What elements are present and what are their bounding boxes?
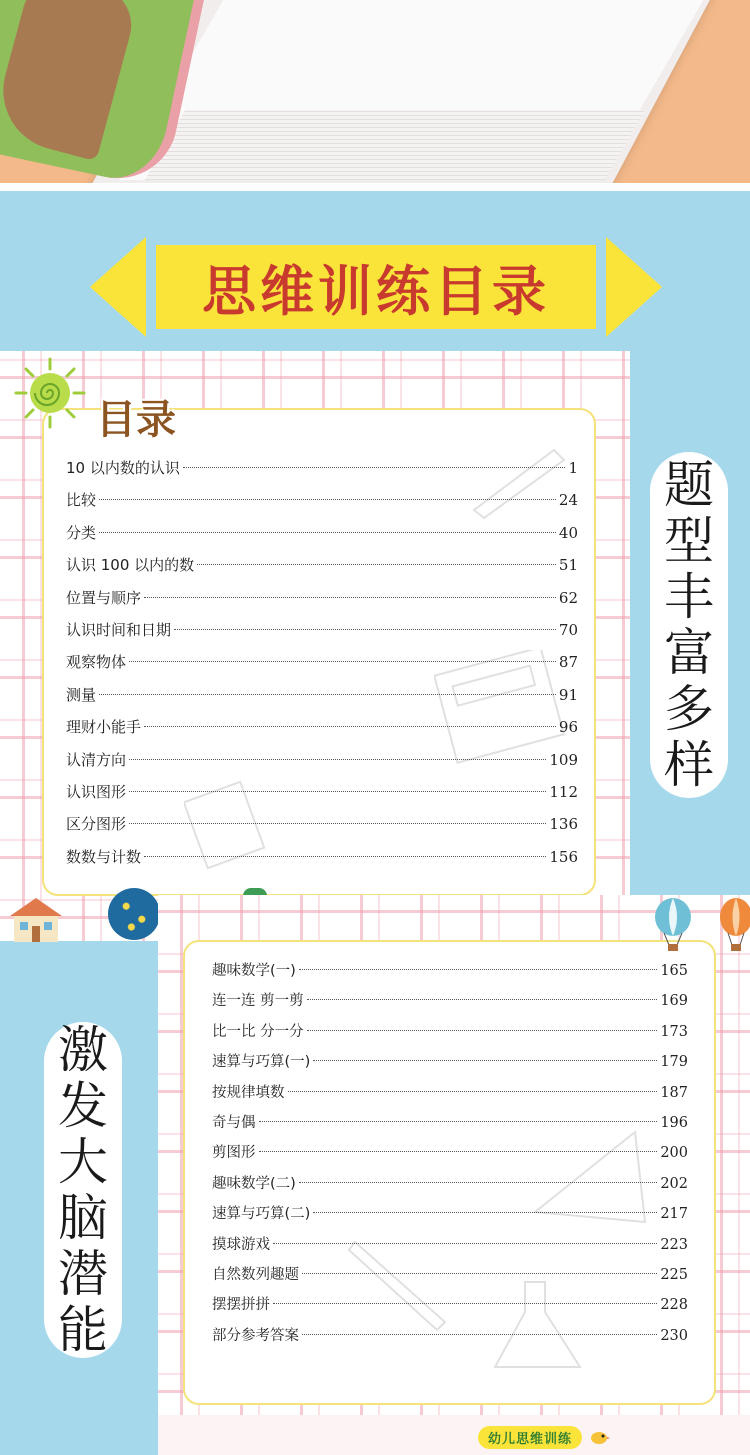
toc-entry-page: 70 <box>558 620 578 639</box>
toc-heading: 目录 <box>96 397 176 443</box>
banner <box>90 237 662 337</box>
toc-entry <box>66 711 578 743</box>
toc-entry-page: 179 <box>660 1054 688 1071</box>
toc-leader-dots <box>183 467 566 468</box>
toc-entry-title: 区分图形 <box>66 815 127 834</box>
toc-entry <box>212 1260 688 1290</box>
slogan-char: 大 <box>58 1133 108 1191</box>
toc-entry <box>212 1230 688 1260</box>
toc-entry-title: 自然数列趣题 <box>212 1266 299 1283</box>
toc-entry <box>66 452 578 484</box>
toc-entry <box>212 1290 688 1320</box>
toc-leader-dots <box>302 1334 657 1335</box>
toc-leader-dots <box>129 759 546 760</box>
toc-entry-title: 剪图形 <box>212 1145 256 1162</box>
toc-leader-dots <box>144 726 556 727</box>
banner-bar <box>156 245 596 329</box>
toc-entry-page: 24 <box>558 491 578 510</box>
toc-leader-dots <box>129 661 556 662</box>
toc-leader-dots <box>313 1060 657 1061</box>
book-photo <box>0 0 750 183</box>
toc-entry-page: 196 <box>660 1114 688 1131</box>
toc-entry <box>212 1078 688 1108</box>
toc-entry-page: 112 <box>549 782 578 801</box>
toc-entry-page: 109 <box>549 750 578 769</box>
brand-name: 幼儿思维训练 <box>478 1426 582 1449</box>
banner-arrow-right-icon <box>606 237 662 337</box>
toc-leader-dots <box>299 969 657 970</box>
brand-badge <box>478 1425 628 1449</box>
slogan-char: 激 <box>58 1021 108 1079</box>
slogan-char: 富 <box>664 624 714 682</box>
toc-entry-title: 摸球游戏 <box>212 1236 270 1253</box>
toc-entry-title: 速算与巧算(一) <box>212 1054 311 1071</box>
toc-entry <box>212 1108 688 1138</box>
slogan-char: 题 <box>664 456 714 514</box>
toc-entry-title: 测量 <box>66 685 97 704</box>
toc-entry-title: 趣味数学(一) <box>212 963 296 979</box>
toc-entry-title: 理财小能手 <box>66 718 142 737</box>
slogan-char: 潜 <box>58 1245 108 1303</box>
hot-air-balloon-icon <box>716 897 750 953</box>
toc-entry <box>212 1169 688 1199</box>
toc-leader-dots <box>174 629 556 630</box>
banner-arrow-left-icon <box>90 237 146 337</box>
bird-icon <box>588 1428 610 1446</box>
house-icon <box>6 896 66 942</box>
toc-leader-dots <box>99 499 556 500</box>
sun-icon <box>14 357 86 429</box>
slogan-char: 能 <box>58 1301 108 1359</box>
toc-entry <box>212 986 688 1016</box>
toc-entry-page: 165 <box>660 963 688 979</box>
slogan-char: 脑 <box>58 1189 108 1247</box>
toc-entry <box>66 808 578 840</box>
toc-leader-dots <box>313 1212 657 1213</box>
toc-leader-dots <box>99 694 556 695</box>
toc-entry-page: 200 <box>660 1145 688 1162</box>
toc-leader-dots <box>307 999 658 1000</box>
toc-entry <box>66 776 578 808</box>
hot-air-balloon-icon <box>652 897 694 953</box>
slogan-char: 多 <box>664 680 714 738</box>
book-page-edges <box>145 110 645 180</box>
toc-entry-page: 202 <box>660 1175 688 1192</box>
toc-entry <box>212 956 688 986</box>
toc-entry-page: 91 <box>558 685 578 704</box>
toc-leader-dots <box>144 856 546 857</box>
toc-entry-title: 10 以内数的认识 <box>66 459 180 477</box>
toc-leader-dots <box>197 564 556 565</box>
toc-entry-title: 位置与顺序 <box>66 588 142 607</box>
toc-entry-title: 部分参考答案 <box>212 1327 299 1344</box>
toc-leader-dots <box>129 823 546 824</box>
toc-entry-title: 认识 100 以内的数 <box>66 556 195 575</box>
toc-entry-page: 1 <box>568 459 578 477</box>
toc-entry-title: 观察物体 <box>66 653 127 672</box>
toc-entry-page: 51 <box>558 556 578 575</box>
toc-entry-page: 230 <box>660 1327 688 1344</box>
toc-entry-page: 173 <box>660 1023 688 1040</box>
toc-list-part1 <box>66 452 578 873</box>
toc-entry-page: 217 <box>660 1206 688 1223</box>
toc-entry-page: 223 <box>660 1236 688 1253</box>
slogan-char: 型 <box>664 512 714 570</box>
toc-leader-dots <box>302 1273 657 1274</box>
toc-entry-title: 奇与偶 <box>212 1114 256 1131</box>
toc-entry <box>66 744 578 776</box>
toc-entry-title: 数数与计数 <box>66 847 142 866</box>
toc-entry <box>212 1321 688 1351</box>
toc-entry-page: 187 <box>660 1084 688 1101</box>
toc-leader-dots <box>259 1121 658 1122</box>
toc-entry-page: 87 <box>558 653 578 672</box>
toc-entry-title: 速算与巧算(二) <box>212 1206 311 1223</box>
slogan-unlock-brain-potential <box>44 1022 122 1358</box>
slogan-char: 样 <box>664 736 714 794</box>
toc-leader-dots <box>273 1303 657 1304</box>
toc-entry <box>66 484 578 516</box>
toc-leader-dots <box>299 1182 657 1183</box>
slogan-char: 丰 <box>664 568 714 626</box>
toc-leader-dots <box>259 1151 658 1152</box>
toc-entry-title: 认清方向 <box>66 750 127 769</box>
toc-entry-title: 按规律填数 <box>212 1084 285 1101</box>
toc-leader-dots <box>273 1243 657 1244</box>
toc-entry <box>66 517 578 549</box>
toc-entry <box>212 1138 688 1168</box>
toc-entry-title: 认识图形 <box>66 782 127 801</box>
toc-entry-page: 136 <box>549 815 578 834</box>
toc-entry <box>66 679 578 711</box>
toc-entry <box>212 1047 688 1077</box>
toc-entry <box>66 841 578 873</box>
toc-entry-title: 连一连 剪一剪 <box>212 993 304 1010</box>
footer-strip <box>158 1415 750 1455</box>
toc-leader-dots <box>144 597 556 598</box>
toc-entry <box>212 1017 688 1047</box>
toc-leader-dots <box>129 791 546 792</box>
toc-entry-title: 趣味数学(二) <box>212 1175 296 1192</box>
toc-entry-page: 228 <box>660 1297 688 1314</box>
toc-entry <box>66 614 578 646</box>
toc-entry-title: 比较 <box>66 491 97 510</box>
toc-entry-page: 62 <box>558 588 578 607</box>
tree-illustration <box>108 888 160 940</box>
banner-title: 思维训练目录 <box>202 259 550 323</box>
toc-entry-page: 96 <box>558 718 578 737</box>
toc-entry-title: 认识时间和日期 <box>66 620 172 639</box>
slogan-char: 发 <box>58 1077 108 1135</box>
toc-entry <box>66 582 578 614</box>
toc-entry-page: 169 <box>660 993 688 1010</box>
toc-entry-title: 比一比 分一分 <box>212 1023 304 1040</box>
toc-leader-dots <box>307 1030 658 1031</box>
toc-entry-title: 分类 <box>66 523 97 542</box>
toc-entry <box>66 549 578 581</box>
toc-entry <box>66 646 578 678</box>
toc-entry <box>212 1199 688 1229</box>
divider <box>0 183 750 191</box>
toc-entry-title: 摆摆拼拼 <box>212 1297 270 1314</box>
toc-entry-page: 225 <box>660 1266 688 1283</box>
toc-list-part2 <box>212 956 688 1351</box>
toc-leader-dots <box>288 1091 658 1092</box>
toc-leader-dots <box>99 532 556 533</box>
toc-entry-page: 40 <box>558 523 578 542</box>
slogan-diverse-question-types <box>650 452 728 798</box>
toc-entry-page: 156 <box>549 847 578 866</box>
